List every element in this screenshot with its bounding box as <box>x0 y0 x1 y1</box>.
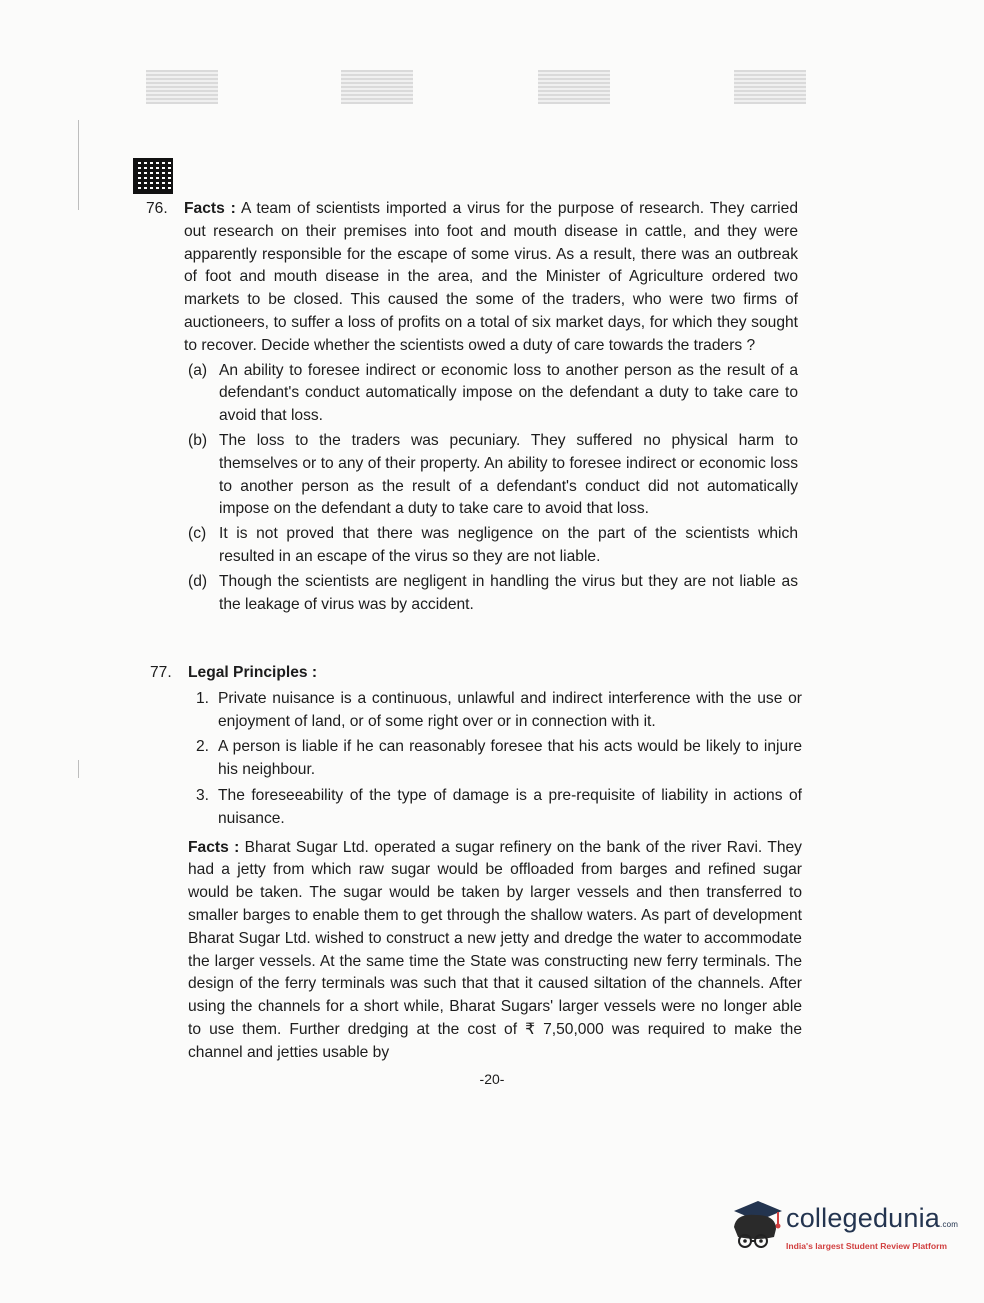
facts-text: Bharat Sugar Ltd. operated a sugar refinery on the bank of the river Ravi. They had a jetty from which raw sugar would be offloaded from barges and refined sugar would be taken. The sugar would be taken by larger vessels and then transferred to smaller barges to enable them to get through the shallow waters. As part of development Bharat Sugar Ltd. wished to construct a new jetty and dredge the water to accommodate the larger vessels. At the same time the State was constructing new ferry terminals. The design of the ferry terminals was such that that it caused siltation of the channels. After using the channels for a short while, Bharat Sugars' larger vessels were no longer able to use them. Further dredging at the cost of ₹ 7,50,000 was required to make the channel and jetties usable by <box>188 838 802 1061</box>
question-number: 76. <box>146 200 168 217</box>
principle-tag: 3. <box>196 786 210 804</box>
principle-item <box>196 688 802 734</box>
principle-tag: 1. <box>196 689 210 707</box>
logo-name-text: collegedunia <box>786 1203 941 1233</box>
principle-item <box>196 736 802 782</box>
principle-text: A person is liable if he can reasonably foresee that his acts would be likely to injure his neighbour. <box>218 738 802 779</box>
question-facts <box>184 198 798 358</box>
principle-item <box>196 785 802 831</box>
question-number: 77. <box>150 664 172 681</box>
option-tag: (c) <box>188 525 207 543</box>
principles-list <box>196 688 802 831</box>
mascot-icon <box>728 1197 784 1261</box>
scan-edge-line <box>78 760 79 778</box>
option-tag: (a) <box>188 361 208 379</box>
option-b[interactable] <box>188 430 798 521</box>
registration-mark <box>341 70 413 104</box>
option-a[interactable] <box>188 360 798 428</box>
facts-text: A team of scientists imported a virus for the purpose of research. They carried out research on their premises into foot and mouth disease in cattle, and they were apparently responsible for the escape of some virus. As a result, there was an outbreak of foot and mouth disease in the area, and the Minister of Agriculture ordered two markets to be closed. This caused the some of the traders, who were two firms of auctioneers, to suffer a loss of profits on a total of six market days, for which they sought to recover. Decide whether the scientists owed a duty of care towards the traders ? <box>184 200 798 354</box>
question-facts <box>188 837 802 1065</box>
option-text: Though the scientists are negligent in handling the virus but they are not liable as the leakage of virus was by accident. <box>219 572 798 613</box>
option-tag: (b) <box>188 431 208 449</box>
logo-wordmark <box>786 1203 958 1234</box>
registration-mark <box>734 70 806 104</box>
registration-mark <box>146 70 218 104</box>
logo-tagline: India's largest Student Review Platform <box>786 1241 948 1251</box>
option-d[interactable] <box>188 571 798 617</box>
registration-mark <box>538 70 610 104</box>
option-tag: (d) <box>188 572 208 590</box>
options-list <box>188 360 798 617</box>
principle-text: Private nuisance is a continuous, unlawful and indirect interference with the use or enjoyment of land, or of some right over or in connection with it. <box>218 689 802 730</box>
option-text: The loss to the traders was pecuniary. They suffered no physical harm to themselves or to any of their property. An ability to foresee indirect or economic loss to another person as the result of a defendant's conduct did not automatically impose on the defendant a duty to take care to avoid that loss. <box>219 431 798 518</box>
question-77 <box>150 662 802 1065</box>
question-76 <box>146 198 798 616</box>
option-text: It is not proved that there was negligence on the part of the scientists which resulted in an escape of the virus so they are not liable. <box>219 525 798 565</box>
facts-label: Facts : <box>188 838 240 856</box>
page-number: -20- <box>479 1071 505 1087</box>
principle-tag: 2. <box>196 738 210 756</box>
option-c[interactable] <box>188 523 798 569</box>
collegedunia-logo <box>728 1197 958 1261</box>
facts-label: Facts : <box>184 200 236 217</box>
logo-suffix: .com <box>940 1220 959 1229</box>
option-text: An ability to foresee indirect or economic loss to another person as the result of a defendant's conduct automatically impose on the defendant a duty to take care to avoid that loss. <box>219 361 798 425</box>
principle-text: The foreseeability of the type of damage is a pre-requisite of liability in actions of nuisance. <box>218 786 802 827</box>
scan-edge-line <box>78 120 79 210</box>
principles-label: Legal Principles : <box>188 664 318 681</box>
qr-code-icon <box>133 158 173 194</box>
